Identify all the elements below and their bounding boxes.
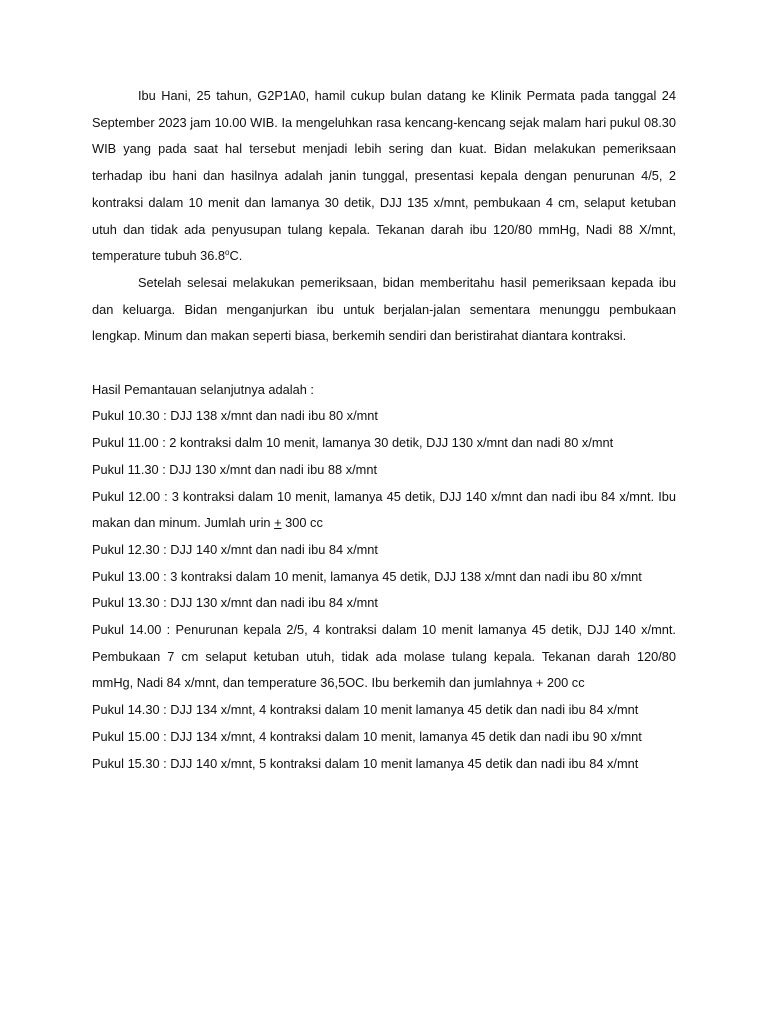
monitoring-heading: Hasil Pemantauan selanjutnya adalah : [92, 381, 314, 397]
monitoring-entry: Pukul 15.00 : DJJ 134 x/mnt, 4 kontraksi dalam 10 menit, lamanya 45 detik dan nadi ibu 90 x/mnt [92, 728, 642, 744]
case-text-end: C. [229, 248, 243, 264]
monitoring-entry: Pukul 10.30 : DJJ 138 x/mnt dan nadi ibu 80 x/mnt [92, 408, 378, 424]
entry-text: Pukul 12.00 : 3 kontraksi dalam 10 menit, lamanya 45 detik, DJJ 140 x/mnt dan nadi ibu 84 x/mnt. Ibu makan dan minum. Jumlah urin [92, 488, 676, 531]
monitoring-entry: Pukul 12.30 : DJJ 140 x/mnt dan nadi ibu 84 x/mnt [92, 541, 378, 557]
monitoring-entry: Pukul 11.00 : 2 kontraksi dalm 10 menit, lamanya 30 detik, DJJ 130 x/mnt dan nadi 80 x/mnt [92, 435, 614, 451]
followup-paragraph: Setelah selesai melakukan pemeriksaan, bidan memberitahu hasil pemeriksaan kepada ibu dan keluarga. Bidan menganjurkan ibu untuk berjalan-jalan sementara menunggu pembukaan lengkap. Minum dan makan seperti biasa, berkemih sendiri dan beristirahat diantara kontraksi. [92, 274, 676, 344]
monitoring-entry: Pukul 14.30 : DJJ 134 x/mnt, 4 kontraksi dalam 10 menit lamanya 45 detik dan nadi ibu 84 x/mnt [92, 702, 639, 718]
monitoring-entry [92, 484, 676, 537]
monitoring-entry: Pukul 13.30 : DJJ 130 x/mnt dan nadi ibu 84 x/mnt [92, 595, 378, 611]
entry-text: Pukul 14.00 : Penurunan kepala 2/5, 4 kontraksi dalam 10 menit lamanya 45 detik, DJJ 140 x/mnt. Pembukaan 7 cm selaput ketuban utuh, tidak ada molase tulang kepala. Tekanan darah 120/80 mmHg, Nadi 84 x/mnt, dan temperature 36,5OC. Ibu berkemih dan jumlahnya [92, 622, 676, 691]
plus-minus-sign: + [535, 675, 544, 691]
monitoring-entry: Pukul 11.30 : DJJ 130 x/mnt dan nadi ibu 88 x/mnt [92, 461, 378, 477]
monitoring-entry: Pukul 13.00 : 3 kontraksi dalam 10 menit, lamanya 45 detik, DJJ 138 x/mnt dan nadi ibu 80 x/mnt [92, 568, 642, 584]
case-paragraph [92, 83, 676, 270]
plus-minus-sign: + [274, 515, 282, 531]
document-body [92, 83, 676, 777]
blank-line [92, 350, 676, 377]
degree-mark: o [225, 248, 230, 258]
monitoring-entry [92, 617, 676, 697]
case-text: Ibu Hani, 25 tahun, G2P1A0, hamil cukup bulan datang ke Klinik Permata pada tanggal 24 September 2023 jam 10.00 WIB. Ia mengeluhkan rasa kencang-kencang sejak malam hari pukul 08.30 WIB yang pada saat hal tersebut menjadi lebih sering dan kuat. Bidan melakukan pemeriksaan terhadap ibu hani dan hasilnya adalah janin tunggal, presentasi kepala dengan penurunan 4/5, 2 kontraksi dalam 10 menit dan lamanya 30 detik, DJJ 135 x/mnt, pembukaan 4 cm, selaput ketuban utuh dan tidak ada penyusupan tulang kepala. Tekanan darah ibu 120/80 mmHg, Nadi 88 X/mnt, temperature tubuh 36.8 [92, 88, 676, 264]
entry-text-end: 300 cc [281, 515, 323, 531]
monitoring-entry: Pukul 15.30 : DJJ 140 x/mnt, 5 kontraksi dalam 10 menit lamanya 45 detik dan nadi ibu 84 x/mnt [92, 755, 639, 771]
entry-text-end: 200 cc [543, 675, 585, 691]
